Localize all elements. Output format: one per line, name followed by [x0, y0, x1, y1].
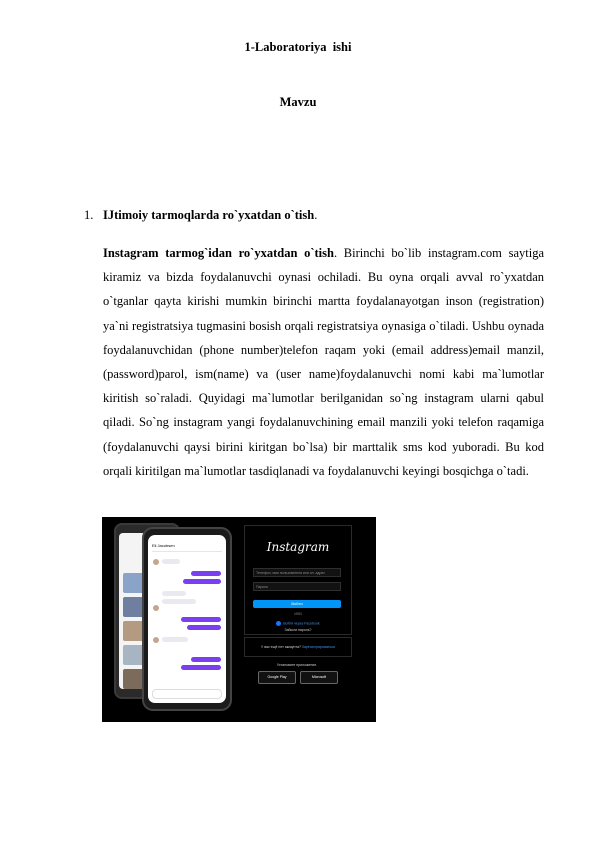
avatar [153, 637, 159, 643]
signup-panel [244, 637, 352, 657]
section-heading-text: IJtimoiy tarmoqlarda ro`yxatdan o`tish [103, 208, 315, 222]
message-bubble-out [181, 665, 221, 670]
facebook-login [245, 621, 351, 626]
username-field: Телефон, имя пользователя или эл. адрес [253, 568, 341, 577]
paragraph-lead: Instagram tarmog`idan ro`yxatdan o`tish [103, 246, 334, 260]
section-heading-end: . [314, 208, 318, 222]
avatar [153, 605, 159, 611]
or-divider: ИЛИ [294, 612, 302, 616]
chat-header [152, 541, 222, 552]
microsoft-badge: Microsoft [300, 671, 338, 684]
signup-link: Зарегистрироваться [301, 645, 335, 649]
phone-front [142, 527, 232, 711]
message-compose-field [152, 689, 222, 699]
login-button: Войти [253, 600, 341, 608]
paragraph-body: . Birinchi bo`lib instagram.com saytiga kiramiz va bizda foydalanuvchi oynasi ochiladi. Bu oyna orqali avval ro`yxatdan o`tganlar qayta kirishi mumkin birinchi martta foydalanayotgan inson (registration) ya`ni registratsiya tugmasini bosish orqali registratsiya oynasiga o`tiladi. Ushbu oynada foydalanuvchidan (phone number)telefon raqam yoki (email address)email manzil, (password)parol, ism(name) va (user name)foydalanuvchi nomi kabi ma`lumotlar kiritish so`raladi. Quyidagi ma`lumotlar berilganidan so`ng instagram ularni qabul qiladi. So`ng instagram yangi foydalanuvchining email manzili yoki telefon raqamiga (foydalanuvchi qaysi birini kiritgan bo`lsa) bir marttalik sms kod yuboradi. Bu kod orqali kiritilgan ma`lumotlar tasdiqlanadi va foydalanuvchi keyingi bosqichga o`tadi. [103, 246, 544, 478]
facebook-icon [276, 621, 281, 626]
chat-screen [148, 535, 226, 703]
section-heading [84, 208, 317, 223]
google-play-badge: Google Play [258, 671, 296, 684]
login-panel [244, 525, 352, 635]
password-field: Пароль [253, 582, 341, 591]
instagram-screenshot [102, 517, 376, 722]
body-paragraph [103, 241, 544, 483]
message-bubble-out [187, 625, 221, 630]
message-bubble-out [191, 657, 221, 662]
instagram-logo: Instagram [266, 540, 330, 554]
document-title: 1-Laboratoriya ishi [244, 40, 352, 54]
message-bubble-in [162, 559, 180, 564]
message-bubble-out [183, 579, 221, 584]
message-bubble-in [162, 599, 196, 604]
avatar [153, 559, 159, 565]
chat-contact-name: Eli Jacobsen [152, 543, 175, 548]
message-bubble-in [162, 591, 186, 596]
message-bubble-out [181, 617, 221, 622]
signup-prompt: У вас ещё нет аккаунта? [261, 645, 301, 649]
section-number: 1. [84, 208, 94, 222]
get-app-text: Установите приложение. [276, 663, 318, 667]
document-subtitle: Mavzu [279, 95, 317, 109]
forgot-password-link: Забыли пароль? [284, 628, 312, 632]
message-bubble-in [162, 637, 188, 642]
facebook-login-label: Войти через Facebook [283, 621, 320, 626]
message-bubble-out [191, 571, 221, 576]
